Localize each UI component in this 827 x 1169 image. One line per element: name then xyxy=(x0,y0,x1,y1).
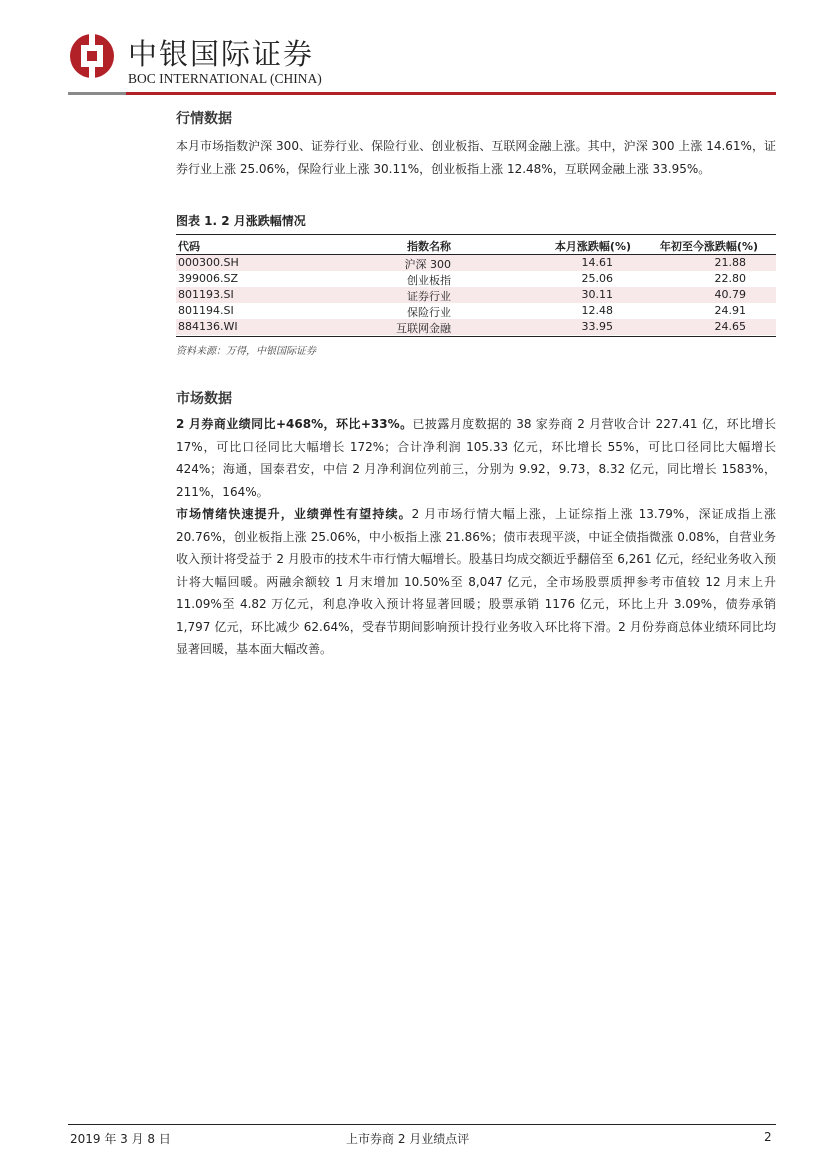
section-title-market-data-2: 市场数据 xyxy=(176,391,232,407)
cell-code: 884136.WI xyxy=(178,320,238,333)
table-row xyxy=(176,303,776,319)
cell-name: 保险行业 xyxy=(407,306,451,319)
boc-logo-icon xyxy=(70,34,114,78)
table-header xyxy=(176,236,776,254)
cell-name: 创业板指 xyxy=(407,274,451,287)
section-title-market-data: 行情数据 xyxy=(176,111,232,127)
header-code: 代码 xyxy=(178,240,200,253)
table-top-rule xyxy=(176,234,776,235)
footer-rule xyxy=(68,1124,776,1125)
table-row xyxy=(176,287,776,303)
paragraph-body: 2 月市场行情大幅上涨，上证综指上涨 13.79%，深证成指上涨 20.76%，创业板指上涨 25.06%，中小板指上涨 21.86%；债市表现平淡，中证全债指微涨 0.08%，自营业务收入预计将受益于 2 月股市的技术牛市行情大幅增长。股基日均成交额近乎翻倍至 6,261 亿元，经纪业务收入预计将大幅回暖。两融余额较 1 月末增加 10.50%至 8,047 亿元，全市场股票质押参考市值较 12 月末上升 11.09%至 4.82 万亿元，利息净收入预计将显著回暖；股票承销 1176 亿元，环比上升 3.09%，债券承销 1,797 亿元，环比减少 62.64%，受春节期间影响预计投行业务收入环比将下滑。2 月份券商总体业绩环同比均显著回暖，基本面大幅改善。 xyxy=(176,507,776,656)
header-rule-grey xyxy=(68,92,126,95)
table-row xyxy=(176,255,776,271)
paragraph-body: 已披露月度数据的 38 家券商 2 月营收合计 227.41 亿，环比增长 17%，可比口径同比大幅增长 172%；合计净利润 105.33 亿元，环比增长 55%，可比口径同比大幅增长 424%；海通，国泰君安，中信 2 月净利润位列前三，分别为 9.92，9.73，8.32 亿元，同比增长 1583%，211%，164%。 xyxy=(176,417,776,499)
page-number: 2 xyxy=(764,1130,772,1144)
cell-ytd: 24.65 xyxy=(714,320,746,333)
header-ytd-change: 年初至今涨跌幅(%) xyxy=(659,240,758,253)
paragraph-lead: 市场情绪快速提升，业绩弹性有望持续。 xyxy=(176,507,412,521)
cell-month: 25.06 xyxy=(581,272,613,285)
header-month-change: 本月涨跌幅(%) xyxy=(554,240,631,253)
cell-code: 801194.SI xyxy=(178,304,234,317)
cell-code: 399006.SZ xyxy=(178,272,239,285)
table-row xyxy=(176,271,776,287)
footer-report-title: 上市券商 2 月业绩点评 xyxy=(346,1132,470,1146)
cell-ytd: 21.88 xyxy=(714,256,746,269)
table-source-note: 资料来源：万得，中银国际证券 xyxy=(176,346,316,357)
table-row xyxy=(176,319,776,335)
market-summary-paragraph: 本月市场指数沪深 300、证券行业、保险行业、创业板指、互联网金融上涨。其中，沪深 300 上涨 14.61%，证券行业上涨 25.06%，保险行业上涨 30.11%，创业板指上涨 12.48%，互联网金融上涨 33.95%。 xyxy=(176,139,776,176)
paragraph-lead: 2 月券商业绩同比+468%，环比+33%。 xyxy=(176,417,413,431)
table-bottom-rule xyxy=(176,336,776,337)
cell-month: 30.11 xyxy=(581,288,613,301)
cell-name: 互联网金融 xyxy=(396,322,451,335)
brokerage-performance-paragraph xyxy=(176,413,776,503)
cell-name: 证券行业 xyxy=(407,290,451,303)
cell-ytd: 40.79 xyxy=(714,288,746,301)
cell-name: 沪深 300 xyxy=(404,258,451,271)
header-index-name: 指数名称 xyxy=(407,240,451,253)
cell-month: 12.48 xyxy=(581,304,613,317)
cell-code: 000300.SH xyxy=(178,256,239,269)
cell-ytd: 24.91 xyxy=(714,304,746,317)
footer-date: 2019 年 3 月 8 日 xyxy=(70,1132,171,1146)
cell-month: 33.95 xyxy=(581,320,613,333)
cell-month: 14.61 xyxy=(581,256,613,269)
brand-name-cn: 中银国际证券 xyxy=(128,37,315,71)
cell-code: 801193.SI xyxy=(178,288,234,301)
chart-title: 图表 1. 2 月涨跌幅情况 xyxy=(176,214,306,228)
brand-name-en: BOC INTERNATIONAL (CHINA) xyxy=(128,71,322,86)
market-sentiment-paragraph xyxy=(176,503,776,661)
cell-ytd: 22.80 xyxy=(714,272,746,285)
header-rule-red xyxy=(126,92,776,95)
